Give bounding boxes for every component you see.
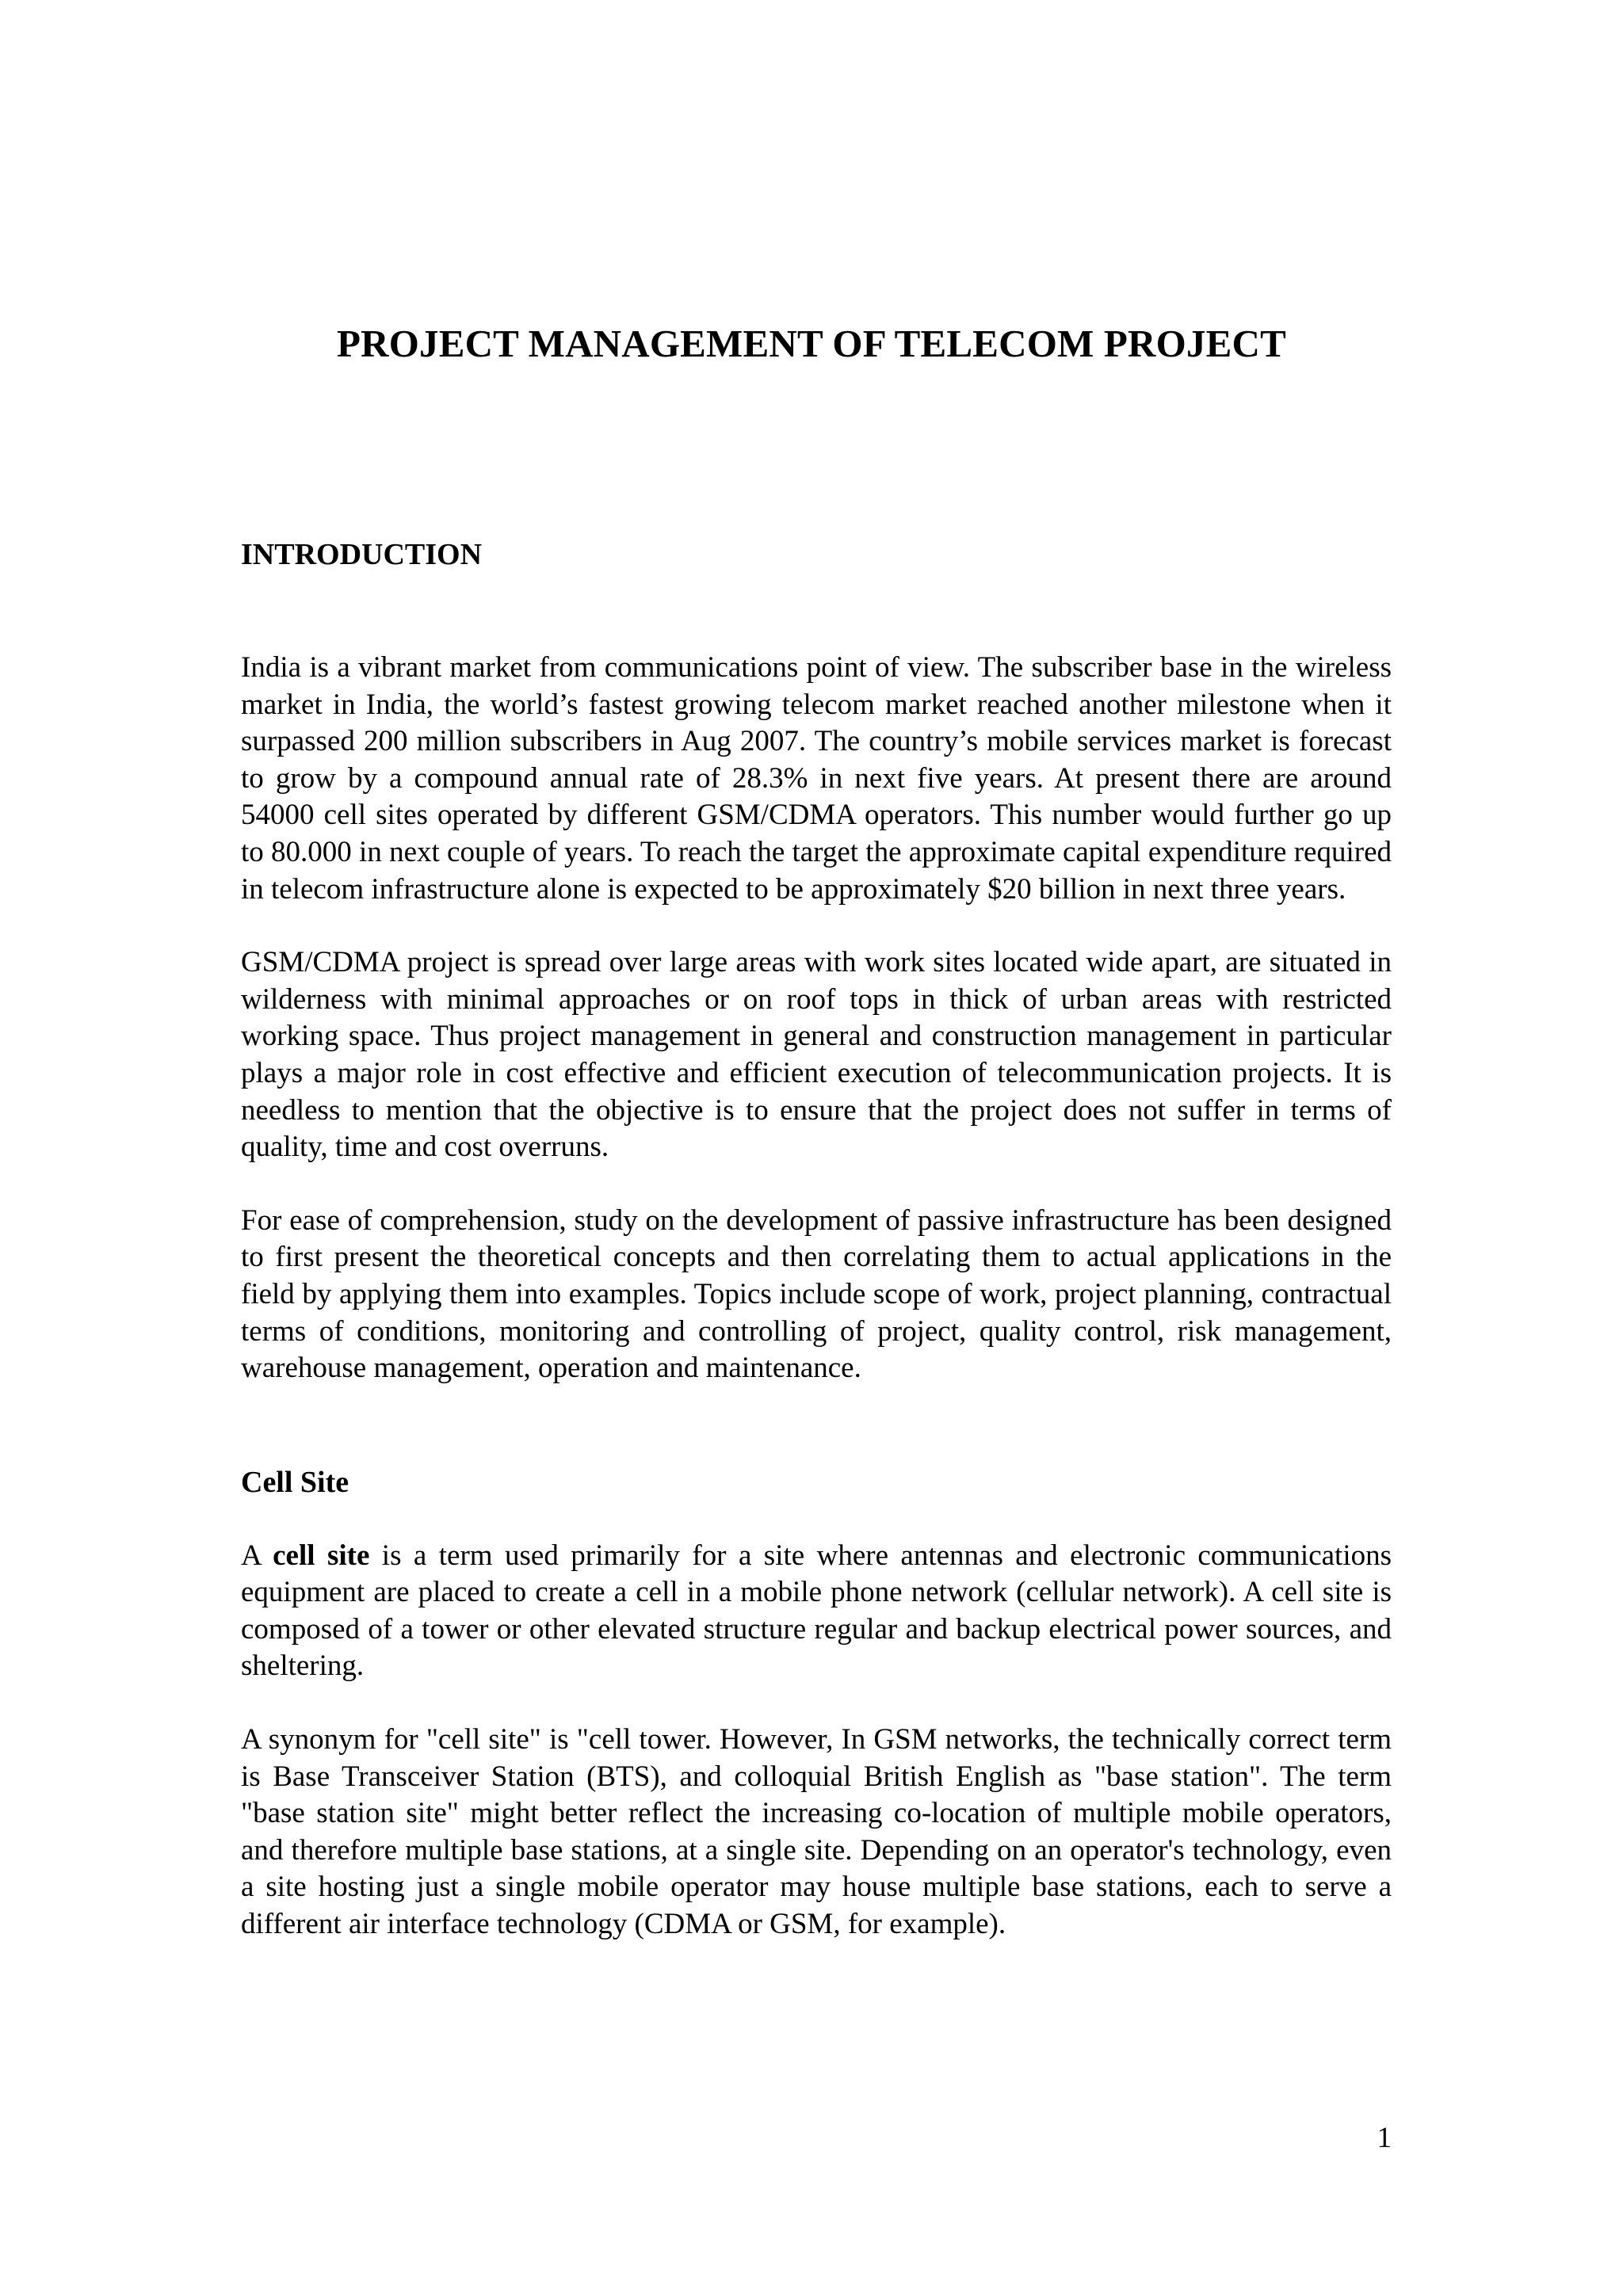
document-title: PROJECT MANAGEMENT OF TELECOM PROJECT [336, 322, 1287, 365]
spacer [241, 578, 1392, 650]
spacer [241, 1387, 1392, 1459]
introduction-paragraph-1: India is a vibrant market from communications point of view. The subscriber base in the wireless market in India, the world’s fastest growing telecom market reached another milestone when it surpassed 200 million subscribers in Aug 2007. The country’s mobile services market is forecast to grow by a compound annual rate of 28.3% in next five years. At present there are around 54000 cell sites operated by different GSM/CDMA operators. This number would further go up to 80.000 in next couple of years. To reach the target the approximate capital expenditure required in telecom infrastructure alone is expected to be approximately $20 billion in next three years. [241, 651, 1392, 906]
page-number: 1 [1377, 2122, 1392, 2154]
cell-site-paragraph-1-rest: is a term used primarily for a site where antennas and electronic communications equipment are placed to create a cell in a mobile phone network (cellular network). A cell site is composed of a tower or other elevated structure regular and backup electrical power sources, and sheltering. [241, 1539, 1392, 1683]
cell-site-heading: Cell Site [241, 1465, 349, 1499]
cell-site-paragraph-1 [241, 1538, 1392, 1685]
cell-site-paragraph-1-lead: A [241, 1539, 273, 1572]
spacer [241, 1506, 1392, 1538]
introduction-heading: INTRODUCTION [241, 538, 483, 571]
spacer [241, 1685, 1392, 1722]
spacer [241, 1166, 1392, 1203]
introduction-paragraph-2: GSM/CDMA project is spread over large areas with work sites located wide apart, are situated in wilderness with minimal approaches or on roof tops in thick of urban areas with restricted working space. Thus project management in general and construction management in particular plays a major role in cost effective and efficient execution of telecommunication projects. It is needless to mention that the objective is to ensure that the project does not suffer in terms of quality, time and cost overruns. [241, 946, 1392, 1164]
spacer [241, 908, 1392, 944]
cell-site-term: cell site [273, 1539, 370, 1572]
document-body [241, 531, 1392, 1943]
introduction-paragraph-3: For ease of comprehension, study on the development of passive infrastructure has been designed to first present the theoretical concepts and then correlating them to actual applications in the field by applying them into examples. Topics include scope of work, project planning, contractual terms of conditions, monitoring and controlling of project, quality control, risk management, warehouse management, operation and maintenance. [241, 1203, 1392, 1385]
cell-site-paragraph-2: A synonym for "cell site" is "cell tower. However, In GSM networks, the technically correct term is Base Transceiver Station (BTS), and colloquial British English as "base station". The term "base station site" might better reflect the increasing co-location of multiple mobile operators, and therefore multiple base stations, at a single site. Depending on an operator's technology, even a site hosting just a single mobile operator may house multiple base stations, each to serve a different air interface technology (CDMA or GSM, for example). [241, 1723, 1392, 1941]
